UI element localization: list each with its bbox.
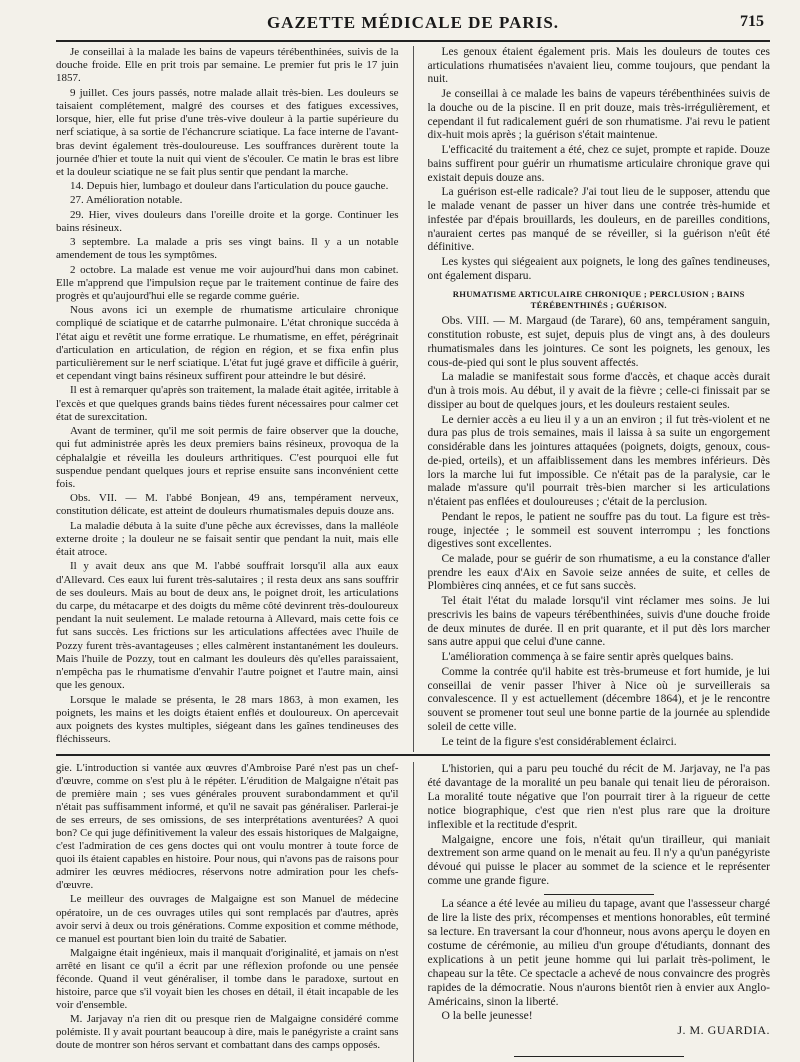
paragraph: 2 octobre. La malade est venue me voir aujourd'hui dans mon cabinet. Elle m'apprend que l'impulsion reçue par le traitement continue de faire des progrès et qu'aujourd'hui elle se regarde comme guérie.: [56, 263, 399, 302]
paragraph: Nous avons ici un exemple de rhumatisme articulaire chronique compliqué de sciatique et de catarrhe pulmonaire. L'état chronique succéda à l'état aigu et revêtit une forme erratique. Le rhumatisme, en effet, pérégrinait d'articulation en articulation, de région en région, et se fixa enfin plus particulièrement sur le nerf sciatique. L'état fut jugé grave et difficile à guérir, et cependant vingt bains résineux suffirent pour atteindre le but désiré.: [56, 304, 399, 383]
paragraph: 9 juillet. Ces jours passés, notre malade allait très-bien. Les douleurs se taisaient complétement, malgré des courses et des fatigues excessives, lorsque, hier, elle fut prise d'une très-vive douleur à la partie supérieure du nerf sciatique, à sa sortie de l'échancrure sciatique. La face interne de l'avant-bras devint également très-douloureuse. Les souffrances durèrent toute la journée d'hier et toute la nuit qui vient de s'écouler. Ce matin le bras est libre et la douleur sciatique ne se fait plus sentir que pendant la marche.: [56, 86, 399, 178]
paragraph: Tel était l'état du malade lorsqu'il vint réclamer mes soins. Je lui prescrivis les bains de vapeurs térébenthinées, suivis d'une douche froide de deux minutes de durée. Il en prit quarante, et il put dès lors marcher sans autre appui que celui d'une canne.: [427, 595, 770, 649]
closing-rule: [514, 1056, 684, 1057]
page-number: 715: [740, 13, 764, 30]
paragraph: Obs. VII. — M. l'abbé Bonjean, 49 ans, tempérament nerveux, constitution délicate, est atteint de douleurs rhumatismales depuis douze ans.: [56, 492, 399, 518]
paragraph: Les genoux étaient également pris. Mais les douleurs de toutes ces articulations rhumatisées n'avaient lieu, comme toujours, que pendant la nuit.: [427, 46, 770, 86]
paragraph: Ce malade, pour se guérir de son rhumatisme, a eu la constance d'aller prendre les eaux d'Aix en Savoie seize années de suite, et celles de Plombières cinq années, et ce fut sans succès.: [427, 552, 770, 593]
paragraph: La maladie débuta à la suite d'une pêche aux écrevisses, dans la malléole externe droite ; la douleur ne se faisait sentir que pendant la nuit, mais elle était atroce.: [56, 519, 399, 559]
paragraph: O la belle jeunesse!: [441, 1009, 533, 1023]
author-signature: J. M. GUARDIA.: [677, 1023, 770, 1038]
paragraph: gie. L'introduction si vantée aux œuvres d'Ambroise Paré n'est pas un chef-d'œuvre, comme on s'est plu à le répéter. L'érudition de Malgaigne n'était pas de première main ; ses vues générales prouvent surabondamment et qu'il n'était pas suffisamment informé, et qu'il ne savait pas généraliser. Parlerai-je de ses erreurs, de ses omissions, de ses interprétations aventurées? A quoi bon? Ce qui juge définitivement la valeur des essais historiques de Malgaigne, c'est l'admiration de ces gens doctes qui ont voulu montrer à toute force de quoi ils étaient capables en histoire. Pour nous, qui n'avons pas de raisons pour admirer les œuvres médiocres, réservons notre admiration pour les chefs-d'œuvre.: [56, 762, 399, 892]
paragraph: Obs. VIII. — M. Margaud (de Tarare), 60 ans, tempérament sanguin, constitution robuste, est sujet, depuis plus de vingt ans, à des douleurs rhumatismales dans les jointures. Ce sont les poignets, les genoux, les cous-de-pied qui sont le plus souvent affectés.: [427, 315, 770, 369]
journal-title: GAZETTE MÉDICALE DE PARIS.: [266, 13, 560, 32]
top-right-column: [428, 46, 771, 752]
paragraph: M. Jarjavay n'a rien dit ou presque rien de Malgaigne considéré comme polémiste. Il y avait pourtant beaucoup à dire, mais le panégyriste a craint sans doute de montrer son héros servant et combattant dans des camps opposés.: [56, 1012, 399, 1051]
paragraph: L'efficacité du traitement a été, chez ce sujet, prompte et rapide. Douze bains suffirent pour guérir un rhumatisme articulaire chronique grave qui existait depuis douze ans.: [427, 144, 770, 184]
paragraph: Il y avait deux ans que M. l'abbé souffrait lorsqu'il alla aux eaux d'Allevard. Ces eaux lui furent très-salutaires ; il resta deux ans sans souffrir de ses douleurs. Mais au bout de deux ans, le poignet droit, les articulations du carpe, du métacarpe et des doigts du même côté devinrent très-douloureux pendant la nuit seulement. Le malade retourna à Allevard, mais cette fois ce fut sans succès. Les frictions sur les articulations affectées avec l'huile de Pozzy furent très-avantageuses ; elles calmèrent instantanément les douleurs. Mais l'huile de Pozzy, tout en calmant les douleurs dès qu'elles paraissaient, n'empêcha pas le rhumatisme d'envahir l'autre poignet et l'autre main, ainsi que les genoux.: [56, 560, 399, 692]
paragraph: La séance a été levée au milieu du tapage, avant que l'assesseur chargé de lire la liste des prix, récompenses et mentions honorables, eût terminé sa lecture. En traversant la cour d'honneur, nous avons aperçu le doyen en costume de cérémonie, au milieu d'un groupe d'étudiants, donnant des explications à un petit jeune homme qui lui parlait très-poliment, le chapeau sur la tête. Ce spectacle a achevé de nous convaincre des progrès rapides de la démocratie. Nous n'aurons bientôt rien à envier aux Anglo-Américains, sinon la liberté.: [427, 897, 770, 1008]
observation-subheading: RHUMATISME ARTICULAIRE CHRONIQUE ; PERCLUSION ; BAINS TÉRÉBENTHINÉS ; GUÉRISON.: [452, 289, 745, 311]
paragraph: La maladie se manifestait sous forme d'accès, et chaque accès durait d'un à trois mois. Au début, il y avait de la fièvre ; celle-ci finissait par se dissiper au bout de quelques jours, et les douleurs restaient seules.: [427, 371, 770, 411]
paragraph: Je conseillai à ce malade les bains de vapeurs térébenthinées suivis de la douche ou de la piscine. Il en prit douze, mais très-irrégulièrement, et cependant il fut radicalement guéri de son rhumatisme. J'ai revu le patient dix-huit mois après ; la guérison s'était maintenue.: [427, 88, 770, 142]
section-divider: [56, 754, 770, 756]
bottom-right-column: [428, 762, 771, 1062]
paragraph: Je conseillai à la malade les bains de vapeurs térébenthinées, suivis de la douche froide. Elle en prit trois par semaine. Le premier fut pris le 17 juin 1857.: [56, 46, 399, 85]
page-header: [56, 6, 770, 42]
paragraph: L'amélioration commença à se faire sentir après quelques bains.: [441, 651, 734, 664]
bottom-left-column: [56, 762, 399, 1062]
paragraph: Le dernier accès a eu lieu il y a un an environ ; il fut très-violent et ne dura pas plus de trois semaines, mais il laissa à sa suite un engorgement considérable dans les jointures attaquées (poignets, doigts, genoux, cous-de-pied, orteils), et un affaiblissement dans les membres inférieurs. Dès lors la marche lui fut impossible. Ce n'était pas de la paralysie, car le malade m'assure qu'il pourrait très-bien marcher si les articulations n'étaient pas enflées et douloureuses ; c'était de la perclusion.: [427, 413, 770, 509]
paragraph: La guérison est-elle radicale? J'ai tout lieu de le supposer, attendu que le malade venant de passer un hiver dans une contrée très-humide et infestée par d'épais brouillards, les douleurs, en de pareilles conditions, n'auraient certes pas manqué de se réveiller, si la guérison n'eût été définitive.: [427, 186, 770, 254]
paragraph: Lorsque le malade se présenta, le 28 mars 1863, à mon examen, les poignets, les mains et les doigts étaient enflés et douloureux. On apercevait aux poignets des kystes multiples, siégeant dans les gaînes tendineuses des fléchisseurs.: [56, 693, 399, 746]
column-divider: [413, 46, 414, 752]
top-section: [56, 46, 770, 752]
paragraph: Avant de terminer, qu'il me soit permis de faire observer que la douche, qui fut administrée après les deux premiers bains résineux, provoqua de la céphalalgie et réveilla les douleurs arthritiques. C'est pourquoi elle fut suspendue pendant quelques jours et reprise ensuite sans inconvénient cette fois.: [56, 425, 399, 490]
paragraph: 3 septembre. La malade a pris ses vingt bains. Il y a un notable amendement de tous les symptômes.: [56, 236, 399, 262]
paragraph: Le meilleur des ouvrages de Malgaigne est son Manuel de médecine opératoire, un de ces ouvrages utiles qui sont remplacés par d'autres, après avoir servi à deux ou trois générations. Comme exposition et comme méthode, ce manuel est pourtant bien loin du traité de Sabatier.: [56, 893, 399, 945]
paragraph: 27. Amélioration notable.: [70, 194, 183, 207]
paragraph: Malgaigne était ingénieux, mais il manquait d'originalité, et jamais on n'est arrêté en lisant ce qu'il a écrit par une réflexion profonde ou une pensée féconde. Quand il veut généraliser, il tombe dans le paradoxe, surtout en histoire, parce que s'il voyait bien les choses en détail, il était incapable de les voir d'ensemble.: [56, 946, 399, 1011]
top-left-column: [56, 46, 399, 752]
paragraph: 14. Depuis hier, lumbago et douleur dans l'articulation du pouce gauche.: [70, 180, 389, 193]
paragraph: Comme la contrée qu'il habite est très-brumeuse et fort humide, je lui conseillai de venir passer l'hiver à Nice où je surveillerais sa convalescence. Il y est actuellement (décembre 1864), et je le rencontre souvent se promener tout seul une bonne partie de la journée au splendide soleil de cette ville.: [427, 665, 770, 733]
separator-rule: [544, 894, 654, 895]
paragraph: Le teint de la figure s'est considérablement éclairci.: [441, 735, 677, 748]
paragraph: Il est à remarquer qu'après son traitement, la malade était agitée, irritable à l'excès et que quelques grands bains tièdes furent nécessaires pour calmer cet état de surexcitation.: [56, 384, 399, 423]
paragraph: Malgaigne, encore une fois, n'était qu'un tirailleur, qui maniait dextrement son arme quand on le menait au feu. Il n'y a qu'un panégyriste dévoué qui puisse le placer au sommet de la science et le représenter comme une grande figure.: [427, 832, 770, 888]
paragraph: L'historien, qui a paru peu touché du récit de M. Jarjavay, ne l'a pas été davantage de la moralité un peu banale qui tenait lieu de péroraison. La moralité toute négative que l'on pourrait tirer à la rigueur de cette notice biographique, c'est que rien n'est plus rare que la droiture inflexible et la rectitude d'esprit.: [427, 762, 770, 831]
bottom-section: [56, 762, 770, 1062]
paragraph: Pendant le repos, le patient ne souffre pas du tout. La figure est très-rouge, injectée ; le sommeil est souvent interrompu ; les fonctions digestives sont excellentes.: [427, 510, 770, 551]
paragraph: 29. Hier, vives douleurs dans l'oreille droite et la gorge. Continuer les bains résineux.: [56, 208, 399, 234]
paragraph: Les kystes qui siégeaient aux poignets, le long des gaînes tendineuses, ont également disparu.: [427, 256, 770, 282]
column-divider: [413, 762, 414, 1062]
